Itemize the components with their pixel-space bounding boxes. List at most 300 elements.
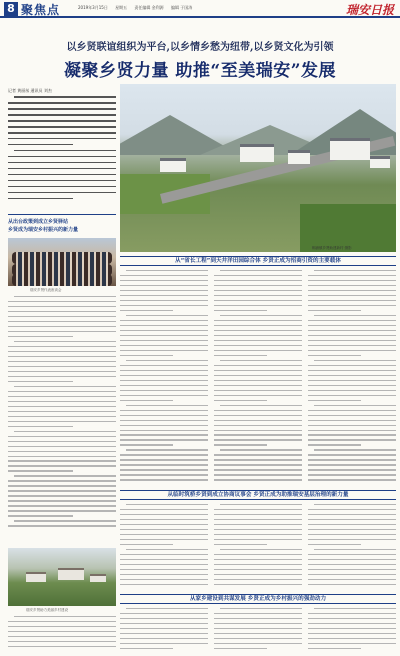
text-line: [214, 628, 302, 629]
text-line: [120, 335, 208, 336]
text-line: [8, 321, 116, 322]
text-line: [8, 371, 116, 372]
text-line: [8, 426, 73, 427]
masthead: [0, 0, 400, 18]
text-line: [8, 525, 116, 526]
text-line: [8, 156, 116, 158]
text-line: [120, 330, 208, 331]
text-line: [308, 464, 396, 465]
text-line: [308, 569, 396, 570]
text-line: [220, 270, 302, 271]
text-line: [8, 126, 116, 128]
text-line: [8, 301, 116, 302]
text-line: [8, 456, 116, 457]
text-line: [8, 391, 116, 392]
article-column-1: [120, 270, 208, 486]
text-line: [214, 633, 302, 634]
text-line: [126, 360, 208, 361]
text-line: [214, 365, 302, 366]
text-line: [8, 515, 73, 516]
left-column-text: [8, 296, 116, 532]
text-line: [214, 355, 267, 356]
text-line: [120, 524, 208, 525]
text-line: [8, 138, 116, 140]
text-line: [8, 436, 116, 437]
text-line: [314, 504, 396, 505]
text-line: [308, 375, 396, 376]
text-line: [8, 505, 116, 506]
text-line: [14, 96, 116, 98]
text-line: [314, 449, 396, 450]
group-photo: [8, 238, 116, 286]
text-line: [214, 519, 302, 520]
text-line: [308, 459, 396, 460]
text-line: [308, 613, 396, 614]
text-line: [8, 162, 116, 164]
text-line: [8, 326, 116, 327]
text-line: [120, 514, 208, 515]
text-line: [214, 325, 302, 326]
text-line: [214, 375, 302, 376]
text-line: [8, 331, 116, 332]
text-line: [308, 618, 396, 619]
text-line: [214, 643, 302, 644]
text-line: [120, 415, 208, 416]
text-line: [308, 628, 396, 629]
text-line: [120, 638, 208, 639]
text-line: [120, 544, 173, 545]
article-column-2: [214, 270, 302, 486]
text-line: [120, 529, 208, 530]
text-line: [120, 310, 173, 311]
article-column-6: [308, 504, 396, 592]
text-line: [120, 519, 208, 520]
text-line: [214, 415, 302, 416]
text-line: [120, 648, 173, 649]
text-line: [308, 554, 396, 555]
text-line: [120, 400, 173, 401]
text-line: [214, 524, 302, 525]
masthead-meta: [78, 5, 198, 11]
text-line: [8, 316, 116, 317]
text-line: [214, 330, 302, 331]
text-line: [308, 439, 396, 440]
text-line: [8, 631, 116, 632]
text-line: [8, 500, 116, 501]
text-line: [8, 180, 116, 182]
text-line: [8, 495, 116, 496]
text-line: [214, 579, 302, 580]
text-line: [120, 459, 208, 460]
text-line: [308, 564, 396, 565]
text-line: [8, 416, 116, 417]
page-number: 8: [4, 2, 18, 16]
text-line: [214, 395, 302, 396]
text-line: [8, 102, 116, 104]
text-line: [214, 310, 267, 311]
text-line: [308, 390, 396, 391]
text-line: [308, 355, 361, 356]
text-line: [8, 192, 116, 194]
text-line: [120, 395, 208, 396]
paper-logo: 瑞安日报: [345, 3, 394, 17]
text-line: [8, 401, 116, 402]
text-line: [214, 544, 267, 545]
text-line: [308, 643, 396, 644]
text-line: [120, 569, 208, 570]
text-line: [214, 479, 302, 480]
text-line: [8, 356, 116, 357]
text-line: [214, 400, 267, 401]
text-line: [308, 430, 396, 431]
text-line: [308, 509, 396, 510]
text-line: [14, 616, 116, 617]
text-line: [214, 514, 302, 515]
text-line: [120, 479, 208, 480]
text-line: [8, 376, 116, 377]
text-line: [8, 306, 116, 307]
text-line: [8, 480, 116, 481]
text-line: [8, 132, 116, 134]
text-line: [214, 385, 302, 386]
text-line: [214, 280, 302, 281]
group-photo-caption: 瑞安乡贤代表座谈会: [30, 288, 62, 292]
text-line: [8, 346, 116, 347]
text-line: [214, 305, 302, 306]
text-line: [214, 444, 267, 445]
text-line: [308, 529, 396, 530]
text-line: [308, 310, 361, 311]
text-line: [308, 320, 396, 321]
text-line: [308, 454, 396, 455]
text-line: [308, 574, 396, 575]
text-line: [8, 490, 116, 491]
text-line: [214, 420, 302, 421]
text-line: [308, 275, 396, 276]
text-line: [308, 280, 396, 281]
text-line: [120, 539, 208, 540]
text-line: [8, 460, 116, 461]
article-column-9: [308, 608, 396, 654]
text-line: [8, 510, 116, 511]
text-line: [120, 390, 208, 391]
text-line: [8, 406, 116, 407]
text-line: [220, 360, 302, 361]
text-line: [308, 519, 396, 520]
text-line: [120, 365, 208, 366]
text-line: [120, 325, 208, 326]
intro-paragraph: [8, 96, 116, 208]
text-line: [308, 584, 396, 585]
text-line: [214, 275, 302, 276]
text-line: [8, 626, 116, 627]
left-subheading-line-1: 从出台政策到成立乡贤驿站: [8, 219, 69, 225]
text-line: [314, 315, 396, 316]
text-line: [120, 559, 208, 560]
text-line: [120, 295, 208, 296]
text-line: [8, 366, 116, 367]
text-line: [8, 120, 116, 122]
text-line: [8, 621, 116, 622]
article-column-3: [308, 270, 396, 486]
text-line: [126, 449, 208, 450]
section-bar-rural-revitalization: 从家乡建设到共谋发展 乡贤正成为乡村振兴的强劲动力: [120, 594, 396, 604]
text-line: [8, 465, 116, 466]
text-line: [308, 434, 396, 435]
text-line: [214, 434, 302, 435]
text-line: [120, 375, 208, 376]
text-line: [120, 430, 208, 431]
text-line: [8, 646, 116, 647]
text-line: [8, 421, 116, 422]
text-line: [214, 390, 302, 391]
text-line: [214, 564, 302, 565]
text-line: [214, 638, 302, 639]
issue-date: 2019年3月15日: [78, 5, 108, 10]
text-line: [120, 554, 208, 555]
text-line: [308, 340, 396, 341]
text-line: [214, 454, 302, 455]
text-line: [120, 633, 208, 634]
text-line: [308, 290, 396, 291]
text-line: [14, 520, 116, 521]
field-photo: [8, 548, 116, 606]
text-line: [314, 270, 396, 271]
text-line: [14, 431, 116, 432]
text-line: [308, 559, 396, 560]
text-line: [126, 504, 208, 505]
text-line: [8, 636, 116, 637]
text-line: [214, 430, 302, 431]
text-line: [220, 549, 302, 550]
text-line: [308, 285, 396, 286]
text-line: [220, 504, 302, 505]
text-line: [120, 464, 208, 465]
text-line: [314, 549, 396, 550]
text-line: [308, 330, 396, 331]
text-line: [308, 365, 396, 366]
section-name: 聚焦点: [21, 3, 61, 17]
text-line: [120, 355, 173, 356]
headline-kicker: 以乡贤联谊组织为平台,以乡情乡愁为纽带,以乡贤文化为引领: [66, 42, 334, 53]
text-line: [8, 441, 116, 442]
text-line: [120, 444, 173, 445]
text-line: [8, 198, 73, 200]
text-line: [8, 168, 116, 170]
text-line: [314, 405, 396, 406]
section-bar-investment: 从“省长工程”到天井洋田园综合体 乡贤正成为招商引资的主要载体: [120, 256, 396, 266]
text-line: [214, 459, 302, 460]
text-line: [308, 370, 396, 371]
text-line: [120, 285, 208, 286]
text-line: [120, 305, 208, 306]
text-line: [214, 425, 302, 426]
text-line: [308, 380, 396, 381]
text-line: [214, 335, 302, 336]
text-line: [120, 643, 208, 644]
text-line: [14, 150, 116, 152]
text-line: [120, 280, 208, 281]
text-line: [120, 420, 208, 421]
text-line: [8, 311, 116, 312]
main-photo: [120, 84, 396, 252]
text-line: [120, 509, 208, 510]
text-line: [214, 569, 302, 570]
text-line: [214, 345, 302, 346]
text-line: [214, 618, 302, 619]
text-line: [120, 618, 208, 619]
text-line: [308, 300, 396, 301]
text-line: [308, 623, 396, 624]
text-line: [8, 186, 116, 188]
text-line: [120, 385, 208, 386]
text-line: [214, 350, 302, 351]
text-line: [214, 529, 302, 530]
text-line: [308, 444, 361, 445]
text-line: [214, 574, 302, 575]
text-line: [214, 340, 302, 341]
article-column-8: [214, 608, 302, 654]
text-line: [214, 534, 302, 535]
text-line: [8, 411, 116, 412]
byline: 记者 黄丽丝 通讯员 刘杰: [8, 88, 52, 93]
text-line: [214, 464, 302, 465]
text-line: [14, 296, 116, 297]
text-line: [120, 623, 208, 624]
text-line: [308, 469, 396, 470]
text-line: [8, 336, 73, 337]
text-line: [214, 380, 302, 381]
text-line: [120, 275, 208, 276]
text-line: [8, 108, 116, 110]
text-line: [308, 514, 396, 515]
text-line: [214, 648, 267, 649]
text-line: [308, 295, 396, 296]
text-line: [308, 638, 396, 639]
text-line: [214, 613, 302, 614]
main-photo-caption: 桐浦镇乡贤助建新村·摄影: [312, 246, 352, 250]
text-line: [308, 539, 396, 540]
field-photo-caption: 瑞安乡贤助力美丽乡村建设: [26, 608, 68, 612]
article-column-5: [214, 504, 302, 592]
text-line: [8, 351, 116, 352]
text-line: [120, 584, 208, 585]
text-line: [308, 648, 361, 649]
text-line: [214, 300, 302, 301]
text-line: [120, 474, 208, 475]
text-line: [8, 114, 116, 116]
text-line: [214, 320, 302, 321]
text-line: [214, 285, 302, 286]
text-line: [314, 360, 396, 361]
text-line: [308, 479, 396, 480]
text-line: [8, 174, 116, 176]
left-subheading-line-2: 乡贤成为瑞安乡村振兴的新力量: [8, 227, 79, 233]
left-subheading: [8, 214, 116, 239]
text-line: [308, 305, 396, 306]
text-line: [120, 410, 208, 411]
text-line: [126, 549, 208, 550]
text-line: [8, 470, 73, 471]
text-line: [8, 361, 116, 362]
text-line: [308, 350, 396, 351]
text-line: [120, 579, 208, 580]
text-line: [308, 534, 396, 535]
text-line: [214, 295, 302, 296]
text-line: [214, 584, 302, 585]
text-line: [308, 345, 396, 346]
text-line: [120, 434, 208, 435]
text-line: [214, 554, 302, 555]
text-line: [214, 439, 302, 440]
text-line: [120, 613, 208, 614]
text-line: [308, 385, 396, 386]
text-line: [120, 469, 208, 470]
text-line: [120, 350, 208, 351]
text-line: [120, 534, 208, 535]
issue-weekday: 星期五: [115, 5, 128, 10]
text-line: [126, 315, 208, 316]
text-line: [308, 400, 361, 401]
text-line: [214, 469, 302, 470]
text-line: [8, 641, 116, 642]
text-line: [308, 633, 396, 634]
text-line: [120, 300, 208, 301]
text-line: [8, 144, 73, 146]
text-line: [308, 395, 396, 396]
text-line: [308, 415, 396, 416]
text-line: [120, 564, 208, 565]
text-line: [220, 405, 302, 406]
text-line: [308, 524, 396, 525]
text-line: [214, 509, 302, 510]
text-line: [120, 320, 208, 321]
text-line: [126, 608, 208, 609]
text-line: [8, 451, 116, 452]
text-line: [308, 425, 396, 426]
text-line: [220, 449, 302, 450]
text-line: [120, 380, 208, 381]
text-line: [126, 270, 208, 271]
headline-title: 凝聚乡贤力量 助推“至美瑞安”发展: [64, 61, 336, 81]
text-line: [14, 341, 116, 342]
text-line: [8, 396, 116, 397]
text-line: [120, 345, 208, 346]
text-line: [14, 386, 116, 387]
text-line: [120, 454, 208, 455]
text-line: [220, 608, 302, 609]
text-line: [8, 381, 73, 382]
article-column-4: [120, 504, 208, 592]
text-line: [214, 410, 302, 411]
text-line: [214, 539, 302, 540]
text-line: [308, 325, 396, 326]
text-line: [14, 475, 116, 476]
text-line: [308, 474, 396, 475]
text-line: [308, 544, 361, 545]
text-line: [120, 340, 208, 341]
section-bar-governance: 从临时筑桥乡贤到成立协商议事会 乡贤正成为助推瑞安基层治理的新力量: [120, 490, 396, 500]
article-column-7: [120, 608, 208, 654]
text-line: [120, 574, 208, 575]
text-line: [214, 623, 302, 624]
text-line: [220, 315, 302, 316]
text-line: [308, 335, 396, 336]
text-line: [308, 410, 396, 411]
text-line: [214, 474, 302, 475]
editor-credit: 责任编辑 金利源: [134, 5, 164, 10]
text-line: [214, 290, 302, 291]
